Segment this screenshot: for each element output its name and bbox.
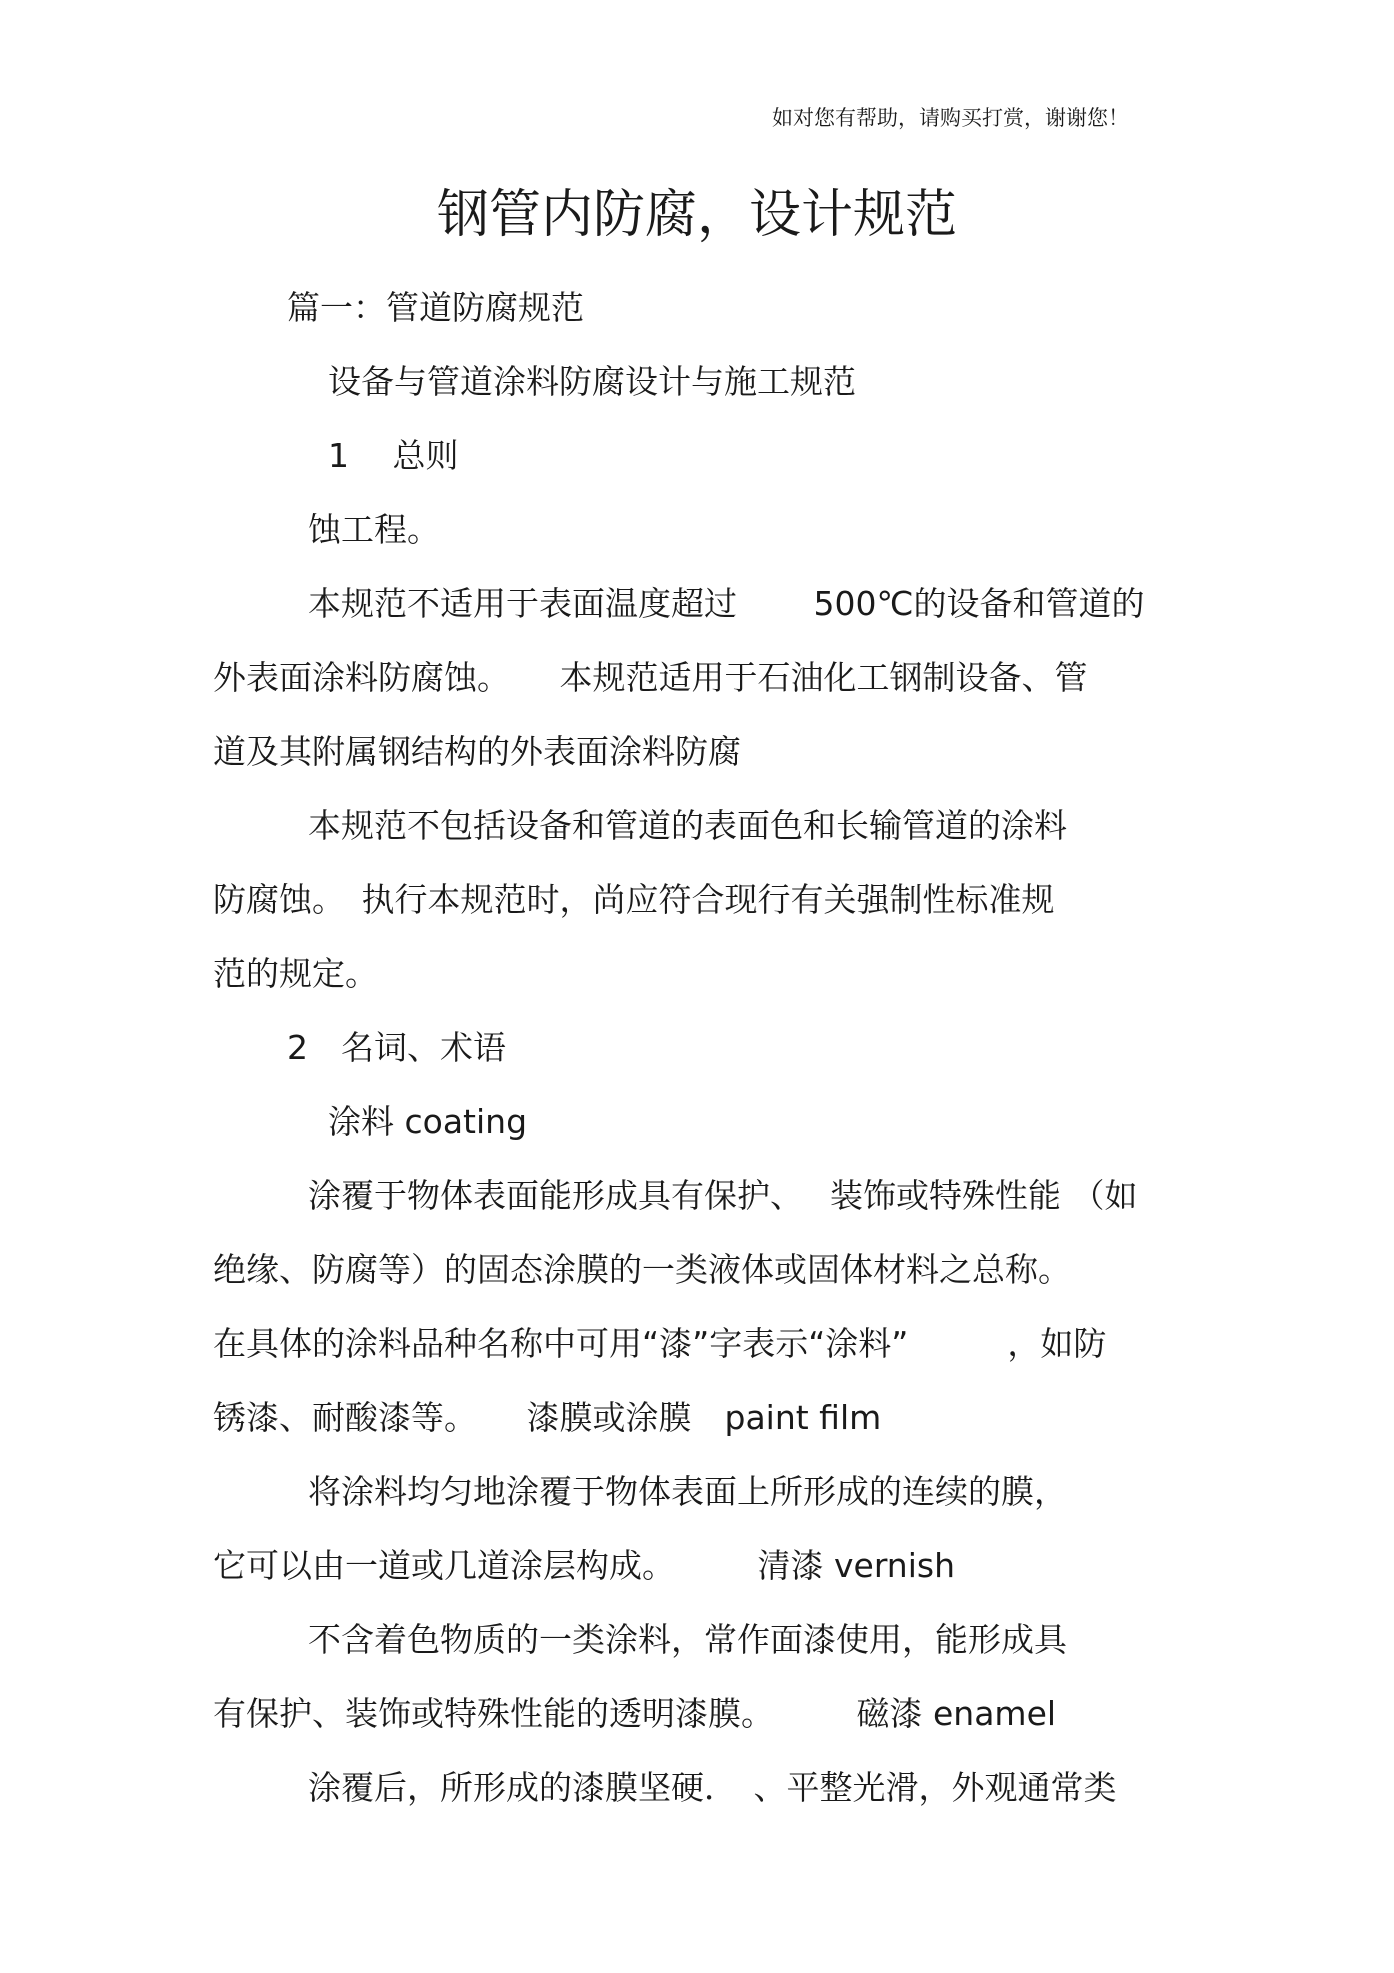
body-line: 有保护、装饰或特殊性能的透明漆膜。 磁漆 enamel bbox=[213, 1694, 1057, 1733]
body-line: 锈漆、耐酸漆等。 漆膜或涂膜 paint film bbox=[213, 1398, 882, 1437]
chapter-heading: 2 名词、术语 bbox=[287, 1028, 506, 1067]
section-heading: 篇一：管道防腐规范 bbox=[287, 288, 584, 327]
body-line: 蚀工程。 bbox=[308, 510, 440, 549]
body-line: 在具体的涂料品种名称中可用“漆”字表示“涂料” ，如防 bbox=[213, 1324, 1107, 1363]
body-line: 不含着色物质的一类涂料，常作面漆使用，能形成具 bbox=[308, 1620, 1067, 1659]
body-line: 本规范不适用于表面温度超过 500℃的设备和管道的 bbox=[308, 584, 1145, 623]
subtitle: 设备与管道涂料防腐设计与施工规范 bbox=[328, 362, 856, 401]
body-line: 涂覆于物体表面能形成具有保护、 装饰或特殊性能 （如 bbox=[308, 1176, 1138, 1215]
body-line: 本规范不包括设备和管道的表面色和长输管道的涂料 bbox=[308, 806, 1067, 845]
body-line: 绝缘、防腐等）的固态涂膜的一类液体或固体材料之总称。 bbox=[213, 1250, 1071, 1289]
term-line: 涂料 coating bbox=[328, 1102, 528, 1141]
body-line: 外表面涂料防腐蚀。 本规范适用于石油化工钢制设备、管 bbox=[213, 658, 1088, 697]
body-line: 道及其附属钢结构的外表面涂料防腐 bbox=[213, 732, 741, 771]
body-line: 涂覆后，所形成的漆膜坚硬． 、平整光滑，外观通常类 bbox=[308, 1768, 1117, 1807]
body-line: 将涂料均匀地涂覆于物体表面上所形成的连续的膜， bbox=[308, 1472, 1067, 1511]
body-line: 防腐蚀。 执行本规范时，尚应符合现行有关强制性标准规 bbox=[213, 880, 1055, 919]
header-note: 如对您有帮助，请购买打赏，谢谢您！ bbox=[772, 106, 1129, 130]
body-line: 范的规定。 bbox=[213, 954, 378, 993]
body-line: 它可以由一道或几道涂层构成。 清漆 vernish bbox=[213, 1546, 956, 1585]
document-title: 钢管内防腐，设计规范 bbox=[436, 185, 957, 245]
chapter-heading: 1 总则 bbox=[328, 436, 459, 475]
